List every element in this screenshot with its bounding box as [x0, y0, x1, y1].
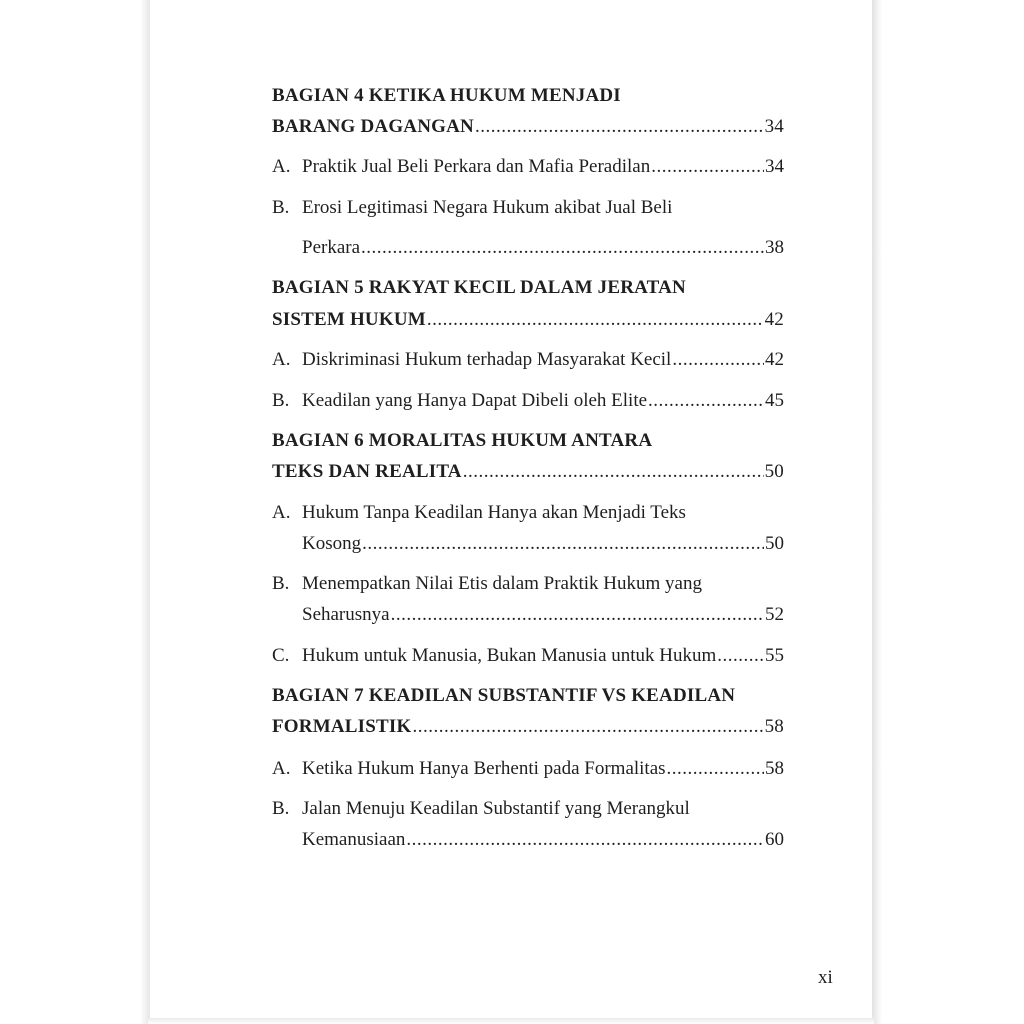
toc-entry-7b-cont	[302, 828, 784, 852]
dot-leader	[648, 389, 764, 413]
toc-chapter-5-title	[272, 276, 784, 300]
toc-entry-6a	[272, 501, 784, 525]
entry-title: Keadilan yang Hanya Dapat Dibeli oleh Elite	[302, 390, 648, 411]
chapter-6-title-line1: BAGIAN 6 MORALITAS HUKUM ANTARA	[272, 430, 653, 451]
book-page	[150, 0, 872, 1018]
toc-entry-6b-cont	[302, 603, 784, 627]
entry-page: 45	[765, 390, 784, 411]
toc-entry-4b	[272, 196, 784, 220]
entry-marker: B.	[272, 573, 290, 594]
entry-title: Hukum Tanpa Keadilan Hanya akan Menjadi Teks	[302, 502, 686, 523]
chapter-7-page: 58	[764, 716, 784, 737]
toc-entry-4b-cont	[302, 236, 784, 260]
entry-marker: B.	[272, 390, 290, 411]
toc-chapter-4-title-cont	[272, 115, 784, 139]
entry-marker: A.	[272, 758, 291, 779]
entry-marker: A.	[272, 502, 291, 523]
chapter-5-title-line2: SISTEM HUKUM	[272, 309, 426, 330]
entry-title-cont: Perkara	[302, 237, 361, 258]
toc-chapter-5-title-cont	[272, 308, 784, 332]
chapter-4-page: 34	[764, 116, 784, 137]
toc-entry-4a	[272, 155, 784, 179]
dot-leader	[412, 715, 763, 739]
entry-marker: A.	[272, 349, 291, 370]
entry-title: Erosi Legitimasi Negara Hukum akibat Jual Beli	[302, 197, 673, 218]
dot-leader	[717, 644, 764, 668]
dot-leader	[667, 757, 764, 781]
dot-leader	[475, 115, 764, 139]
chapter-4-title-line1: BAGIAN 4 KETIKA HUKUM MENJADI	[272, 85, 621, 106]
entry-page: 60	[765, 829, 784, 850]
entry-marker: B.	[272, 798, 290, 819]
entry-page: 58	[765, 758, 784, 779]
toc-entry-5b	[272, 389, 784, 413]
toc-entry-7a	[272, 757, 784, 781]
chapter-6-title-line2: TEKS DAN REALITA	[272, 461, 462, 482]
entry-title: Menempatkan Nilai Etis dalam Praktik Hukum yang	[302, 573, 702, 594]
toc-entry-6a-cont	[302, 532, 784, 556]
dot-leader	[672, 348, 764, 372]
entry-page: 42	[765, 349, 784, 370]
entry-title: Praktik Jual Beli Perkara dan Mafia Peradilan	[302, 156, 651, 177]
toc-chapter-7-title	[272, 684, 784, 708]
toc-chapter-6-title	[272, 429, 784, 453]
entry-marker: A.	[272, 156, 291, 177]
entry-title-cont: Kosong	[302, 533, 362, 554]
chapter-7-title-line1: BAGIAN 7 KEADILAN SUBSTANTIF VS KEADILAN	[272, 685, 736, 706]
dot-leader	[391, 603, 764, 627]
toc-chapter-4-title	[272, 84, 784, 108]
entry-page: 50	[765, 533, 784, 554]
page-shadow-left	[140, 0, 150, 1024]
chapter-4-title-line2: BARANG DAGANGAN	[272, 116, 474, 137]
chapter-5-title-line1: BAGIAN 5 RAKYAT KECIL DALAM JERATAN	[272, 277, 686, 298]
entry-marker: C.	[272, 645, 290, 666]
entry-title: Ketika Hukum Hanya Berhenti pada Formalitas	[302, 758, 666, 779]
entry-title-cont: Seharusnya	[302, 604, 390, 625]
entry-title-cont: Kemanusiaan	[302, 829, 406, 850]
dot-leader	[406, 828, 764, 852]
toc-chapter-7-title-cont	[272, 715, 784, 739]
dot-leader	[427, 308, 764, 332]
toc-entry-6c	[272, 644, 784, 668]
toc-entry-6b	[272, 572, 784, 596]
entry-page: 38	[765, 237, 784, 258]
entry-marker: B.	[272, 197, 290, 218]
chapter-7-title-line2: FORMALISTIK	[272, 716, 412, 737]
entry-page: 55	[765, 645, 784, 666]
chapter-5-page: 42	[764, 309, 784, 330]
dot-leader	[362, 532, 764, 556]
dot-leader	[463, 460, 764, 484]
toc-chapter-6-title-cont	[272, 460, 784, 484]
dot-leader	[651, 155, 764, 179]
page-shadow-right	[872, 0, 882, 1024]
entry-page: 34	[765, 156, 784, 177]
toc-entry-5a	[272, 348, 784, 372]
entry-page: 52	[765, 604, 784, 625]
chapter-6-page: 50	[764, 461, 784, 482]
entry-title: Diskriminasi Hukum terhadap Masyarakat Kecil	[302, 349, 672, 370]
toc-entry-7b	[272, 797, 784, 821]
entry-title: Jalan Menuju Keadilan Substantif yang Merangkul	[302, 798, 690, 819]
dot-leader	[361, 236, 764, 260]
entry-title: Hukum untuk Manusia, Bukan Manusia untuk Hukum	[302, 645, 717, 666]
page-number: xi	[818, 967, 833, 988]
